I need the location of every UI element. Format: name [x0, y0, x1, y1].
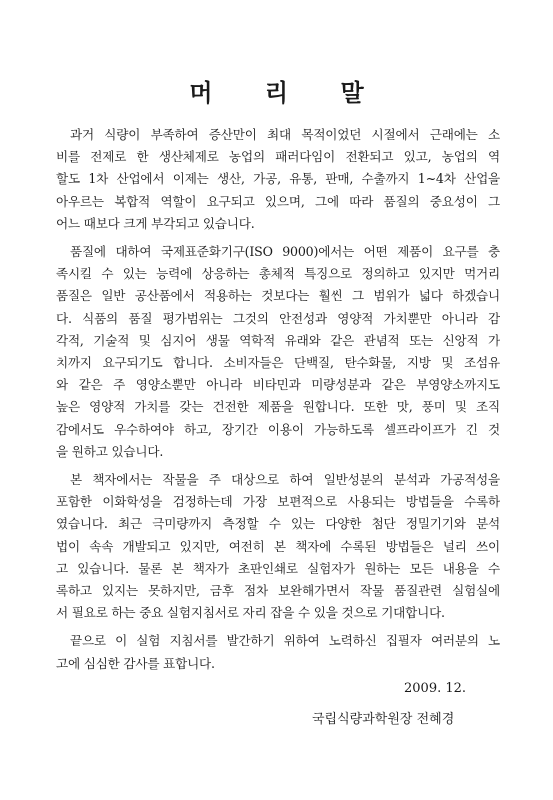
paragraph-line: 서 필요로 하는 중요 실험지침서로 자리 잡을 수 있을 것으로 기대합니다. [56, 605, 445, 621]
paragraph [56, 469, 500, 624]
paragraph [56, 630, 500, 674]
paragraph-line: 할도 1차 산업에서 이제는 생산, 가공, 유통, 판매, 수출까지 1~4차 산업을 [56, 171, 500, 187]
paragraph-line: 아우르는 복합적 역할이 요구되고 있으며, 그에 따라 품질의 중요성이 그 [56, 193, 500, 209]
paragraph-line: 와 같은 주 영양소뿐만 아니라 비타민과 미량성분과 같은 부영양소까지도 [56, 377, 500, 393]
paragraph-line: 감에서도 우수하여야 하고, 장기간 이용이 가능하도록 셀프라이프가 긴 것 [56, 421, 500, 437]
paragraph-line: 품질에 대하여 국제표준화기구(ISO 9000)에서는 어떤 제품이 요구를 충 [70, 244, 500, 260]
paragraph-line: 어느 때보다 크게 부각되고 있습니다. [56, 215, 255, 231]
paragraph-line: 품질은 일반 공산품에서 적용하는 것보다는 훨씬 그 범위가 넓다 하겠습니 [56, 288, 500, 304]
paragraph-line: 포함한 이화학성을 검정하는데 가장 보편적으로 사용되는 방법들을 수록하 [56, 494, 500, 510]
paragraph-line: 다. 식품의 품질 평가범위는 그것의 안전성과 영양적 가치뿐만 아니라 감 [56, 310, 500, 326]
paragraph-line: 족시킬 수 있는 능력에 상응하는 총체적 특징으로 정의하고 있지만 먹거리 [56, 266, 500, 282]
preface-body [56, 124, 500, 681]
page-title: 머 리 말 [189, 78, 386, 107]
paragraph-line: 였습니다. 최근 극미량까지 측정할 수 있는 다양한 첨단 정밀기기와 분석 [56, 516, 500, 532]
paragraph-line: 치까지 요구되기도 합니다. 소비자들은 단백질, 탄수화물, 지방 및 조섬유 [56, 355, 500, 371]
document-date: 2009. 12. [404, 681, 467, 696]
paragraph-line: 과거 식량이 부족하여 증산만이 최대 목적이었던 시절에서 근래에는 소 [70, 127, 500, 142]
paragraph-line: 비를 전제로 한 생산체제로 농업의 패러다임이 전환되고 있고, 농업의 역 [56, 149, 500, 165]
paragraph-line: 을 원하고 있습니다. [56, 443, 164, 459]
paragraph-line: 록하고 있지는 못하지만, 금후 점차 보완해가면서 작물 품질관련 실험실에 [56, 583, 500, 599]
paragraph-line: 각적, 기술적 및 심지어 생물 역학적 유래와 같은 관념적 또는 신앙적 가 [56, 332, 500, 348]
author-signature: 국립식량과학원장 전혜경 [312, 712, 455, 727]
paragraph-line: 고 있습니다. 물론 본 책자가 초판인쇄로 실험자가 원하는 모든 내용을 수 [56, 560, 500, 576]
paragraph-line: 끝으로 이 실험 지침서를 발간하기 위하여 노력하신 집필자 여러분의 노 [70, 633, 500, 649]
paragraph-line: 법이 속속 개발되고 있지만, 여전히 본 책자에 수록된 방법들은 널리 쓰이 [56, 538, 500, 554]
paragraph-line: 고에 심심한 감사를 표합니다. [56, 655, 215, 671]
paragraph [56, 241, 500, 463]
paragraph [56, 124, 500, 235]
paragraph-line: 본 책자에서는 작물을 주 대상으로 하여 일반성분의 분석과 가공적성을 [70, 472, 500, 488]
paragraph-line: 높은 영양적 가치를 갖는 건전한 제품을 원합니다. 또한 맛, 풍미 및 조직 [56, 399, 500, 415]
